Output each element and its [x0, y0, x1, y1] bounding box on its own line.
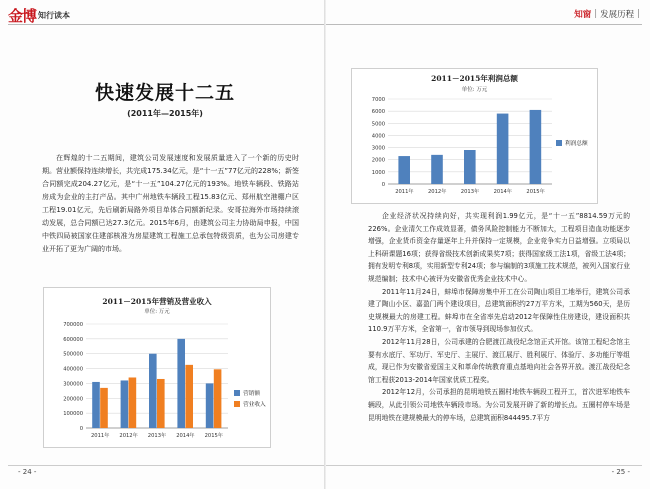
y-tick-label: 3000: [371, 145, 385, 152]
x-tick-label: 2013年: [147, 433, 167, 439]
book-logo: [8, 6, 70, 24]
right-paragraph: 2011年11月24日，蚌埠市保障房集中开工在公司陶山项目工地举行，建筑公司承建了陶山小区、嘉盈门两个建设项目，总建筑面积约27万平方米，工期为560天，是历史规模最大的房建工程。蚌埠市在全省率先启动2012年保障性住房建设，建设面积共110.9万平方米，全省第一，省市领导到现场参加仪式。: [368, 287, 630, 334]
right-paragraph: 2012年11月28日，公司承建的合肥渡江战役纪念馆正式开馆。该馆工程纪念馆主要有水底厅、军功厅、军史厅、主展厅、渡江展厅、胜利展厅、体验厅、多功能厅等组成，现已作为安徽省爱国主义和革命传统教育重点基地向社会各界开放。渡江战役纪念馆工程获2013-2014年国家优质工程奖。: [368, 337, 630, 384]
y-tick-label: 700000: [63, 322, 83, 328]
x-tick-label: 2013年: [460, 189, 480, 195]
y-tick-label: 400000: [63, 366, 83, 373]
legend-swatch: [556, 140, 562, 146]
section-separator-end: |: [637, 9, 640, 19]
y-tick-label: 1000: [371, 169, 385, 176]
legend-label: 营销额: [243, 391, 261, 397]
x-tick-label: 2014年: [176, 433, 195, 439]
legend-swatch: [234, 390, 240, 396]
header-rule-right: [326, 24, 642, 25]
footer-rule-left: [8, 465, 324, 466]
footer-rule-right: [326, 465, 642, 466]
page-gutter: [324, 0, 326, 489]
bar: [206, 383, 214, 428]
bar: [177, 339, 185, 428]
section-separator: |: [594, 9, 598, 19]
y-tick-label: 500000: [63, 351, 83, 358]
bar: [157, 379, 165, 428]
y-tick-label: 7000: [371, 97, 385, 103]
bar: [214, 369, 222, 428]
bar: [185, 365, 193, 428]
left-body-paragraph: 在辉煌的十二五期间，建筑公司发展速度和发展质量进入了一个新的历史时期。营业额保持连续增长，共完成175.34亿元，是“十一五”77亿元的228%；新签合同额完成204.27亿元，是“十一五”104.27亿元的193%。地铁车辆段、铁路站房成为企业的主打产品。其中广州地铁车辆段工程15.83亿元、郑州航空港棚户区工程19.01亿元，先后刷新局路外项目单体合同额新纪录。安哥拉海外市场持续滚动发展，总合同额已达27.3亿元。2015年6月，由建筑公司主力协助局申报，中国中铁四局被国家住建部核准为房屋建筑工程施工总承包特级资质，也为公司房建专业开拓了更为广阔的市场。: [42, 154, 299, 253]
sales-revenue-chart: [43, 287, 271, 448]
x-tick-label: 2015年: [204, 433, 223, 439]
y-tick-label: 2000: [371, 157, 385, 164]
bar: [121, 380, 129, 428]
page-subtitle: (2011年—2015年): [127, 109, 203, 118]
bar: [464, 150, 476, 184]
section-name: 发展历程: [600, 10, 635, 20]
page-number-right: - 25 -: [611, 468, 630, 476]
page-number-left: - 24 -: [18, 468, 37, 476]
chart-title: 2011－2015年营销及营业收入: [102, 297, 212, 306]
right-paragraph: 企业经济状况持续向好，共实现利润1.99亿元，是“十一五”8814.59万元的226%。企业清欠工作成效显著，债务风险控制能力不断加大，工程项目造血功能逐步增强，企业货币资金存量逐年上升并保持一定规模，企业竞争实力日益增强。立项局以上科研课题16项；获得省级技术创新成果奖7项；获得国家级工法1项，省级工法4项；拥有发明专利8项，实用新型专利24项；参与编制的3项施工技术规范，被列入国家行业规范编制；技术中心被评为安徽省优秀企业技术中心。: [368, 212, 630, 283]
section-tag: [574, 8, 640, 20]
x-tick-label: 2014年: [493, 189, 512, 195]
y-tick-label: 600000: [63, 336, 83, 343]
y-tick-label: 0: [381, 182, 385, 188]
profit-chart: [351, 68, 598, 204]
x-tick-label: 2011年: [91, 433, 110, 439]
section-brand: 知窗: [574, 10, 592, 20]
bar: [530, 110, 542, 184]
x-tick-label: 2012年: [119, 433, 138, 439]
page-title: 快速发展十二五: [94, 82, 235, 104]
bar: [92, 382, 100, 428]
y-tick-label: 0: [79, 426, 83, 432]
legend-label: 利润总额: [565, 141, 588, 147]
chart-title: 2011－2015年利润总额: [431, 74, 518, 83]
bar: [129, 377, 137, 428]
x-tick-label: 2015年: [526, 189, 545, 195]
header-rule-left: [8, 24, 324, 25]
logo-main-text: 金博: [8, 6, 37, 25]
legend-label: 营业收入: [243, 402, 266, 408]
chart-unit: 单位: 万元: [461, 87, 488, 93]
bar: [100, 388, 108, 428]
right-paragraph: 2012年12月，公司承担的昆明地铁五圈村地铁车辆段工程开工，首次进军地铁车辆段，从此引领公司地铁车辆段市场。为公司发展开辟了新的增长点。五圈村停车场是昆明地铁在建规模最大的停车场，总建筑面积844495.7平方: [368, 388, 630, 422]
y-tick-label: 5000: [371, 121, 385, 128]
bar: [149, 354, 157, 428]
bar: [497, 114, 509, 184]
bar: [431, 155, 443, 184]
y-tick-label: 4000: [371, 133, 385, 140]
bar: [398, 156, 410, 184]
x-tick-label: 2011年: [395, 189, 414, 195]
y-tick-label: 200000: [63, 396, 83, 403]
legend-swatch: [234, 401, 240, 407]
right-body-text: [368, 210, 630, 424]
y-tick-label: 300000: [63, 381, 83, 388]
x-tick-label: 2012年: [428, 189, 447, 195]
y-tick-label: 100000: [63, 411, 83, 418]
logo-sub-text: 知行读本: [38, 10, 71, 20]
y-tick-label: 6000: [371, 109, 385, 116]
chart-unit: 单位: 万元: [144, 309, 170, 315]
